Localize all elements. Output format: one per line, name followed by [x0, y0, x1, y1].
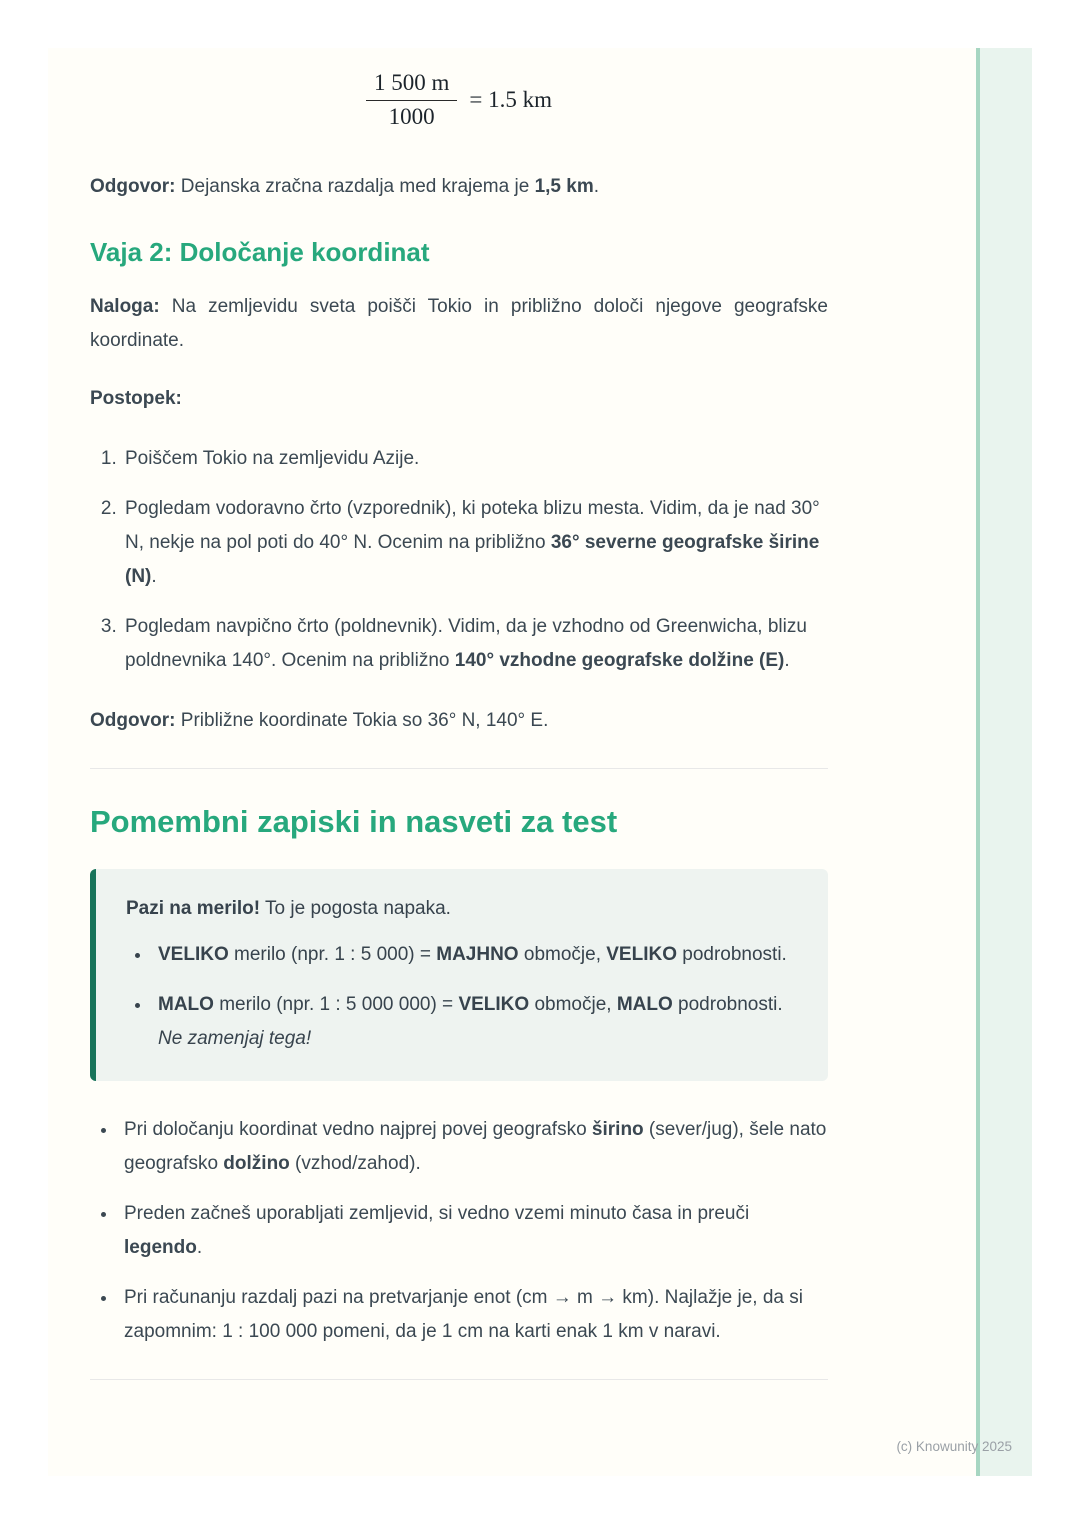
text-segment: Poiščem Tokio na zemljevidu Azije.	[125, 448, 420, 469]
text-segment: Pri določanju koordinat vedno najprej povej geografsko	[124, 1119, 592, 1140]
text-segment: MALO	[616, 994, 673, 1015]
text-segment: 140° vzhodne geografske dolžine (E)	[454, 650, 785, 671]
text-segment: (vzhod/zahod).	[289, 1153, 421, 1174]
text-segment: Pogledam navpično črto (poldnevnik). Vidim, da je vzhodno od Greenwicha, blizu poldnevnika 140°. Ocenim na približno	[125, 616, 807, 671]
text-segment: Dejanska zračna razdalja med krajema je	[175, 176, 535, 197]
text-segment: dolžino	[223, 1153, 290, 1174]
text-segment: merilo (npr. 1 : 5 000) =	[228, 944, 437, 965]
content-column	[90, 70, 828, 1380]
answer-distance	[90, 170, 828, 204]
step-item-1	[122, 442, 828, 476]
fraction-denominator: 1000	[366, 100, 457, 130]
text-segment: To je pogosta napaka.	[260, 898, 451, 919]
text-segment: MALO	[158, 994, 214, 1015]
warning-callout	[90, 869, 828, 1081]
text-segment: območje,	[518, 944, 607, 965]
task-paragraph	[90, 290, 828, 358]
tips-list	[90, 1113, 828, 1349]
text-segment: Naloga:	[90, 296, 160, 317]
text-segment: Pogledam vodoravno črto (vzporednik), ki poteka blizu mesta. Vidim, da je nad 30° N, nekje na pol poti do 40° N. Ocenim na približno	[125, 498, 820, 553]
text-segment: Preden začneš uporabljati zemljevid, si vedno vzemi minuto časa in preuči	[124, 1203, 750, 1224]
text-segment: MAJHNO	[436, 944, 519, 965]
document-page	[48, 48, 1032, 1476]
callout-item-1	[152, 938, 800, 972]
page-content	[48, 48, 828, 1380]
callout-item-2	[152, 988, 800, 1056]
text-segment: legendo	[124, 1237, 197, 1258]
steps-label-text: Postopek:	[90, 388, 182, 409]
text-segment: .	[151, 566, 157, 587]
section-divider	[90, 768, 828, 769]
fraction	[366, 70, 457, 130]
steps-list	[90, 442, 828, 678]
tip-item-1	[118, 1113, 828, 1181]
fraction-numerator: 1 500 m	[373, 70, 450, 95]
tip-item-3	[118, 1281, 828, 1349]
tip-item-2	[118, 1197, 828, 1265]
text-segment: Pazi na merilo!	[126, 898, 261, 919]
text-segment: Na zemljevidu sveta poišči Tokio in približno določi njegove geografske koordinate.	[90, 296, 828, 351]
text-segment: Ne zamenjaj tega!	[158, 1028, 312, 1049]
bottom-divider	[90, 1379, 828, 1380]
step-item-2	[122, 492, 828, 594]
text-segment: (sever/jug), šele nato geografsko	[124, 1119, 827, 1174]
text-segment: Pri računanju razdalj pazi na pretvarjanje enot (cm → m → km). Najlažje je, da si zapomnim: 1 : 100 000 pomeni, da je 1 cm na karti enak 1 km v naravi.	[124, 1287, 803, 1342]
text-segment: širino	[591, 1119, 644, 1140]
formula-result: = 1.5 km	[469, 87, 552, 112]
text-segment: VELIKO	[158, 944, 229, 965]
copyright-note: (c) Knowunity 2025	[896, 1439, 1012, 1454]
math-formula	[90, 70, 828, 130]
callout-title	[126, 892, 800, 926]
text-segment: .	[593, 176, 599, 197]
text-segment: 36° severne geografske širine (N)	[125, 532, 820, 587]
text-segment: VELIKO	[458, 994, 530, 1015]
text-segment: podrobnosti.	[676, 944, 787, 965]
text-segment: .	[196, 1237, 203, 1258]
text-segment: .	[784, 650, 790, 671]
decorative-side-stripe	[976, 48, 1032, 1476]
heading-notes: Pomembni zapiski in nasveti za test	[90, 804, 618, 839]
answer-coordinates	[90, 704, 828, 738]
step-item-3	[122, 610, 828, 678]
text-segment: VELIKO	[606, 944, 677, 965]
text-segment: merilo (npr. 1 : 5 000 000) =	[213, 994, 459, 1015]
heading-vaja-2: Vaja 2: Določanje koordinat	[90, 237, 430, 267]
text-segment: Približne koordinate Tokia so 36° N, 140° E.	[175, 710, 549, 731]
steps-label	[90, 382, 828, 416]
text-segment: Odgovor:	[90, 176, 176, 197]
callout-list	[126, 938, 800, 1056]
text-segment: Odgovor:	[90, 710, 176, 731]
text-segment: 1,5 km	[534, 176, 594, 197]
text-segment: podrobnosti.	[672, 994, 783, 1015]
text-segment: območje,	[529, 994, 617, 1015]
